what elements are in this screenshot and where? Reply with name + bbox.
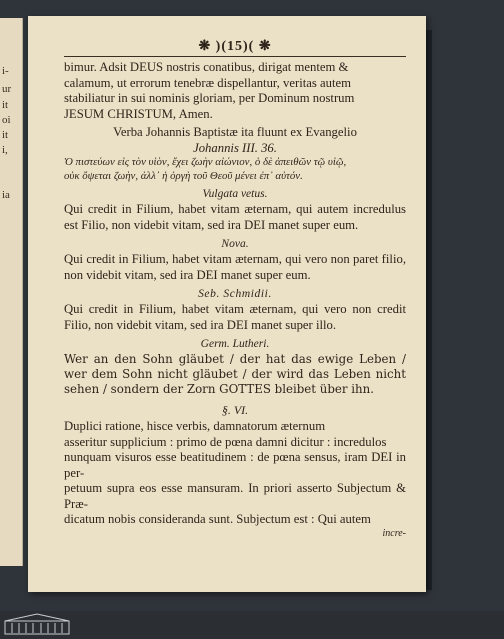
greek-line: οὐκ ὄψεται ζωὴν, ἀλλ᾽ ἡ ὀργὴ τοῦ Θεοῦ μένει ἐπ᾽ αὐτόν. — [64, 169, 303, 182]
vulgata-label: Vulgata vetus. — [202, 188, 268, 200]
lutheri-text: Wer an den Sohn gläubet / der hat das ewige Leben / wer dem Sohn nicht gläubet / der wird das Leben nicht sehen / sondern der Zorn GOTTES bleibet über ihn. — [64, 352, 406, 396]
verba-intro: Verba Johannis Baptistæ ita fluunt ex Evangelio — [113, 125, 357, 139]
margin-fragment: it — [2, 99, 9, 111]
paragraph-line: nunquam visuros esse beatitudinem : de pœna sensus, iram DEI in per- — [64, 450, 406, 480]
margin-fragment: i- — [2, 65, 9, 77]
greek-line: Ὁ πιστεύων εἰς τὸν υἱὸν, ἔχει ζωὴν αἰώνιον, ὁ δὲ ἀπειθῶν τῷ υἱῷ, — [64, 156, 347, 168]
vulgata-text: Qui credit in Filium, habet vitam æternam, qui autem incredulus est Filio, non videbit vitam, sed ira DEI manet super eum. — [64, 202, 406, 232]
header-rule — [64, 56, 406, 57]
catchword: incre- — [382, 527, 406, 539]
page-header: ❋ )(15)( ❋ — [198, 39, 272, 54]
text-line: stabiliatur in sui nominis gloriam, per Dominum nostrum — [64, 91, 355, 105]
paragraph-line: asseritur supplicium : primo de pœna damni dicitur : incredulos — [64, 434, 387, 449]
margin-fragment: ur — [2, 83, 12, 95]
margin-fragment: oi — [2, 114, 11, 126]
library-building-icon — [4, 613, 70, 635]
margin-fragment: i, — [2, 144, 8, 156]
left-page-edge — [0, 18, 23, 566]
section-heading: §. VI. — [221, 403, 249, 417]
nova-text: Qui credit in Filium, habet vitam æternam, qui vero non paret filio, non videbit vitam, sed ira DEI manet super eum. — [64, 252, 406, 282]
book-page — [28, 16, 426, 592]
margin-fragment: it — [2, 129, 9, 141]
text-line: calamum, ut errorum tenebræ dispellantur, veritas autem — [64, 75, 351, 90]
verba-reference: Johannis III. 36. — [193, 140, 277, 155]
margin-fragment: ia — [2, 189, 10, 201]
page-content — [64, 38, 406, 539]
paragraph-line: petuum supra eos esse mansuram. In priori asserto Subjectum & Præ- — [64, 481, 406, 511]
text-line: bimur. Adsit DEUS nostris conatibus, dirigat mentem & — [64, 60, 349, 74]
text-line: JESUM CHRISTUM, Amen. — [64, 106, 213, 121]
lutheri-label: Germ. Lutheri. — [200, 338, 270, 350]
nova-label: Nova. — [221, 238, 249, 250]
schmidii-text: Qui credit in Filium, habet vitam æternam, qui vero non credit Filio, non videbit vitam, sed ira DEI manet super illo. — [64, 302, 406, 332]
paragraph-line: dicatum nobis consideranda sunt. Subjectum est : Qui autem — [64, 512, 371, 526]
paragraph-line: Duplici ratione, hisce verbis, damnatorum æternum — [64, 419, 326, 433]
schmidii-label: Seb. Schmidii. — [198, 288, 272, 300]
viewer-bottom-strip — [0, 611, 504, 639]
